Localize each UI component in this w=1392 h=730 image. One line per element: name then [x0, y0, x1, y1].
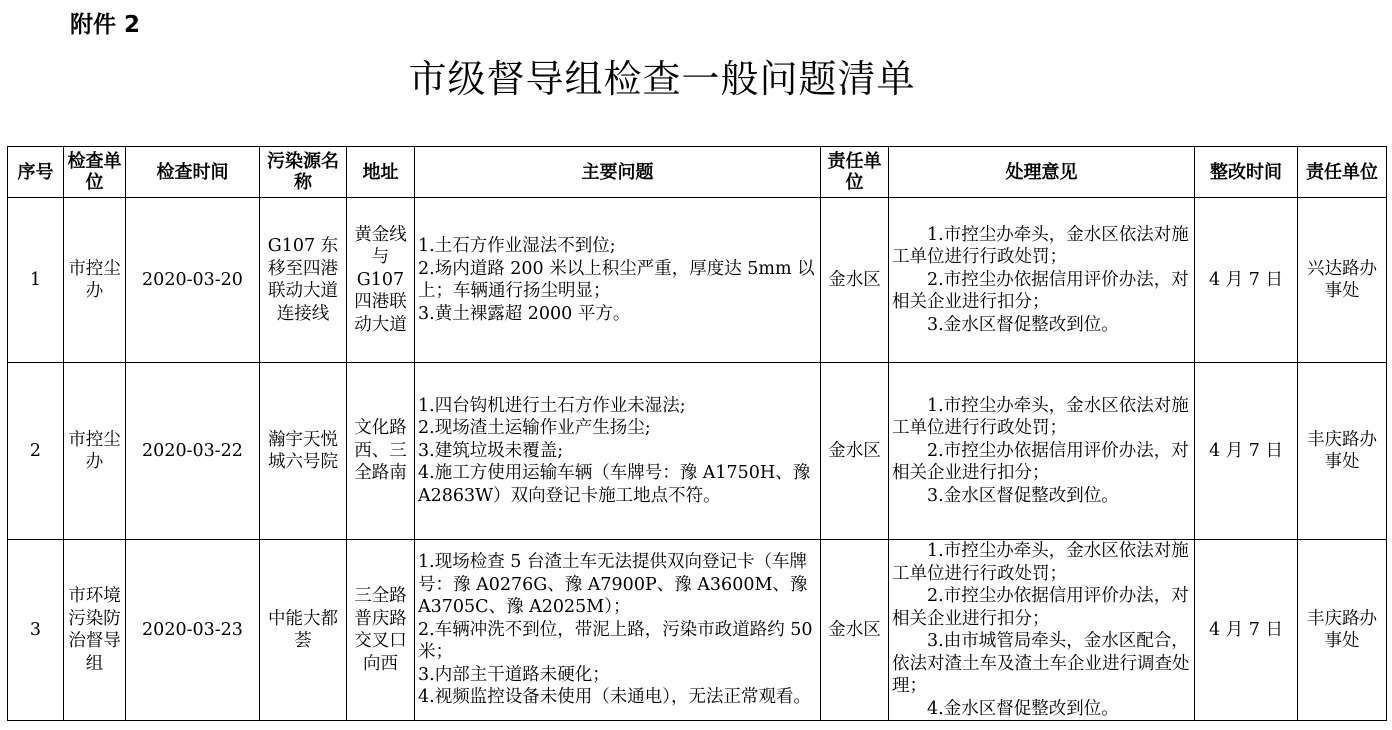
cell-inspect-time: 2020-03-22 [126, 363, 260, 540]
issue-item: 4.施工方使用运输车辆（车牌号：豫 A1750H、豫 A2863W）双向登记卡施工地点不符。 [418, 463, 811, 506]
header-opinion: 处理意见 [889, 147, 1195, 198]
header-inspect-time: 检查时间 [126, 147, 260, 198]
issue-item: 2.车辆冲洗不到位，带泥上路，污染市政道路约 50 米； [418, 619, 813, 663]
cell-resp-area: 金水区 [821, 363, 889, 540]
attachment-label: 附件 2 [70, 12, 141, 38]
header-source-name: 污染源名称 [260, 147, 347, 198]
opinion-item: 3.由市城管局牵头，金水区配合，依法对渣土车及渣土车企业进行调查处理； [892, 631, 1190, 696]
issue-item: 2.现场渣土运输作业产生扬尘; [418, 418, 651, 439]
opinion-item: 2.市控尘办依据信用评价办法，对相关企业进行扣分； [892, 440, 1189, 484]
cell-address: 黄金线与 G107 四港联动大道 [347, 198, 415, 363]
header-main-issues: 主要问题 [415, 147, 821, 198]
opinion-item: 1.市控尘办牵头，金水区依法对施工单位进行行政处罚； [892, 541, 1189, 584]
header-seq: 序号 [8, 147, 64, 198]
table-row [8, 363, 1387, 540]
issue-item: 1.现场检查 5 台渣土车无法提供双向登记卡（车牌号：豫 A0276G、豫 A7900P、豫 A3600M、豫 A3705C、豫 A2025M）； [418, 552, 808, 618]
header-resp-area: 责任单位 [821, 147, 889, 198]
cell-source-name: 中能大都荟 [260, 540, 347, 721]
table-row [8, 540, 1387, 721]
cell-address: 文化路西、三全路南 [347, 363, 415, 540]
issue-item: 1.四台钩机进行土石方作业未湿法; [418, 395, 686, 416]
header-inspect-unit: 检查单位 [64, 147, 126, 198]
cell-seq: 2 [8, 363, 64, 540]
cell-seq: 3 [8, 540, 64, 721]
opinion-item: 3.金水区督促整改到位。 [927, 485, 1119, 506]
cell-inspect-time: 2020-03-23 [126, 540, 260, 721]
cell-seq: 1 [8, 198, 64, 363]
cell-main-issues [415, 198, 821, 363]
issue-item: 4.视频监控设备未使用（未通电），无法正常观看。 [418, 687, 811, 708]
issue-item: 3.黄土裸露超 2000 平方。 [418, 303, 631, 324]
cell-resp-unit: 丰庆路办事处 [1298, 540, 1387, 721]
cell-inspect-time: 2020-03-20 [126, 198, 260, 363]
cell-inspect-unit: 市控尘办 [64, 198, 126, 363]
issue-item: 2.场内道路 200 米以上积尘严重，厚度达 5mm 以上；车辆通行扬尘明显； [418, 258, 815, 301]
cell-resp-area: 金水区 [821, 198, 889, 363]
cell-opinion [889, 540, 1195, 721]
cell-address: 三全路普庆路交叉口向西 [347, 540, 415, 721]
opinion-item: 3.金水区督促整改到位。 [927, 314, 1119, 335]
table-header-row [8, 147, 1387, 198]
opinion-item: 2.市控尘办依据信用评价办法，对相关企业进行扣分； [892, 586, 1189, 629]
table-row [8, 198, 1387, 363]
opinion-item: 1.市控尘办牵头，金水区依法对施工单位进行行政处罚； [892, 395, 1189, 439]
cell-main-issues [415, 540, 821, 721]
cell-opinion [889, 198, 1195, 363]
issue-item: 3.内部主干道路未硬化； [418, 664, 610, 685]
header-deadline: 整改时间 [1195, 147, 1298, 198]
cell-inspect-unit: 市控尘办 [64, 363, 126, 540]
cell-resp-area: 金水区 [821, 540, 889, 721]
cell-main-issues [415, 363, 821, 540]
cell-source-name: 瀚宇天悦城六号院 [260, 363, 347, 540]
cell-deadline: 4 月 7 日 [1195, 198, 1298, 363]
cell-resp-unit: 丰庆路办事处 [1298, 363, 1387, 540]
issue-item: 1.土石方作业湿法不到位; [418, 236, 616, 256]
issue-item: 3.建筑垃圾未覆盖; [418, 440, 564, 461]
cell-deadline: 4 月 7 日 [1195, 540, 1298, 721]
cell-source-name: G107 东移至四港联动大道连接线 [260, 198, 347, 363]
opinion-item: 2.市控尘办依据信用评价办法，对相关企业进行扣分； [892, 269, 1189, 313]
document-title: 市级督导组检查一般问题清单 [408, 57, 916, 101]
opinion-item: 1.市控尘办牵头，金水区依法对施工单位进行行政处罚； [892, 224, 1189, 268]
cell-deadline: 4 月 7 日 [1195, 363, 1298, 540]
cell-resp-unit: 兴达路办事处 [1298, 198, 1387, 363]
cell-opinion [889, 363, 1195, 540]
opinion-item: 4.金水区督促整改到位。 [927, 698, 1119, 719]
header-resp-unit: 责任单位 [1298, 147, 1387, 198]
header-address: 地址 [347, 147, 415, 198]
issues-table [7, 146, 1387, 721]
cell-inspect-unit: 市环境污染防治督导组 [64, 540, 126, 721]
